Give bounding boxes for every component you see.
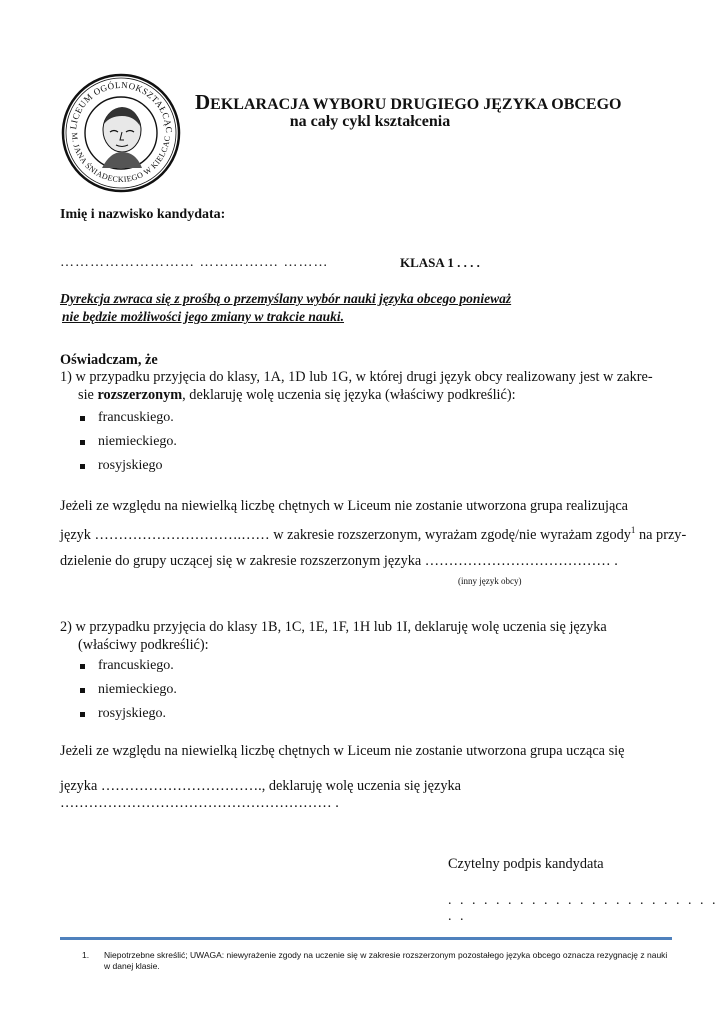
- candidate-name-field: ……………………… ………….… ………: [60, 255, 329, 270]
- seal-text-top: LICEUM OGÓLNOKSZTAŁCĄC: [68, 79, 175, 134]
- option-label: niemieckiego.: [98, 682, 177, 697]
- list-item[interactable]: [60, 682, 177, 706]
- document-title: [195, 90, 675, 115]
- section-1: [60, 368, 680, 404]
- candidate-name-label: Imię i nazwisko kandydata:: [60, 207, 226, 222]
- para-line-2-post: na przy-: [635, 526, 687, 543]
- school-seal: [60, 72, 182, 194]
- declaration-heading: Oświadczam, że: [60, 352, 158, 368]
- language-options-2: [60, 658, 177, 730]
- section-1-line-2: [60, 386, 680, 404]
- title-initial: D: [195, 90, 211, 114]
- notice: [60, 290, 620, 326]
- list-item[interactable]: [60, 658, 177, 682]
- bullet-icon: [80, 416, 85, 421]
- list-item[interactable]: [60, 706, 177, 730]
- list-item[interactable]: [60, 434, 177, 458]
- class-label: KLASA 1 . . . .: [400, 255, 480, 270]
- footer-divider: [60, 937, 672, 940]
- footnote-number: 1.: [82, 950, 90, 960]
- list-item[interactable]: [60, 410, 177, 434]
- section-2-line-1: 2) w przypadku przyjęcia do klasy 1B, 1C, 1E, 1F, 1H lub 1I, deklaruję wolę uczenia się języka: [60, 619, 607, 635]
- para-line-2-pre: język ………………………….…… w zakresie rozszerzonym, wyrażam zgodę/nie wyrażam zgody: [60, 526, 631, 543]
- section-1-line-2-post: , deklaruję wolę uczenia się języka (właściwy podkreślić):: [182, 387, 516, 403]
- section-2-para-line-2: języka ……………………………., deklaruję wolę uczenia się języka ………………………………………………… .: [60, 778, 461, 811]
- section-1-line-2-pre: sie: [78, 387, 98, 403]
- document-subtitle: na cały cykl kształcenia: [289, 113, 451, 130]
- bullet-icon: [80, 440, 85, 445]
- signature-field[interactable]: . . . . . . . . . . . . . . . . . . . . . . . . .: [448, 893, 718, 924]
- seal-text-bottom: M. JANA ŚNIADECKIEGO W KIELCAC: [69, 132, 172, 184]
- option-label: rosyjskiego.: [98, 706, 167, 721]
- section-1-para-line-2: [60, 525, 686, 544]
- bullet-icon: [80, 664, 85, 669]
- notice-line-1: Dyrekcja zwraca się z prośbą o przemyślany wybór nauki języka obcego ponieważ: [60, 291, 512, 306]
- footnote-ref: 1: [630, 525, 636, 535]
- section-1-line-2-bold: rozszerzonym: [97, 387, 183, 403]
- footnote-text: Niepotrzebne skreślić; UWAGA: niewyrażenie zgody na uczenie się w zakresie rozszerzonym pozostałego języka obcego oznacza rezygnację z nauki w danej klasie.: [104, 950, 668, 971]
- language-options-1: [60, 410, 177, 482]
- section-1-para-line-3: dzielenie do grupy uczącej się w zakresie rozszerzonym języka ………………………………… .: [60, 553, 618, 569]
- section-2-para-line-1: Jeżeli ze względu na niewielką liczbę chętnych w Liceum nie zostanie utworzona grupa ucząca się: [60, 743, 625, 759]
- list-item[interactable]: [60, 458, 177, 482]
- notice-line-2: nie będzie możliwości jego zmiany w trakcie nauki.: [62, 309, 345, 324]
- title-rest: EKLARACJA WYBORU DRUGIEGO JĘZYKA OBCEGO: [210, 96, 622, 113]
- section-1-para-line-1: Jeżeli ze względu na niewielką liczbę chętnych w Liceum nie zostanie utworzona grupa realizująca: [60, 498, 629, 514]
- option-label: francuskiego.: [98, 410, 174, 425]
- bullet-icon: [80, 712, 85, 717]
- signature-label: Czytelny podpis kandydata: [448, 856, 604, 872]
- bullet-icon: [80, 464, 85, 469]
- portrait-icon: [102, 107, 142, 168]
- option-label: niemieckiego.: [98, 434, 177, 449]
- section-2: [60, 618, 680, 654]
- bullet-icon: [80, 688, 85, 693]
- option-label: rosyjskiego: [98, 458, 163, 473]
- section-2-line-2: (właściwy podkreślić):: [78, 637, 209, 653]
- other-language-note: (inny język obcy): [458, 576, 522, 586]
- section-1-line-1: 1) w przypadku przyjęcia do klasy, 1A, 1D lub 1G, w której drugi język obcy realizowany jest w zakre-: [60, 369, 653, 385]
- option-label: francuskiego.: [98, 658, 174, 673]
